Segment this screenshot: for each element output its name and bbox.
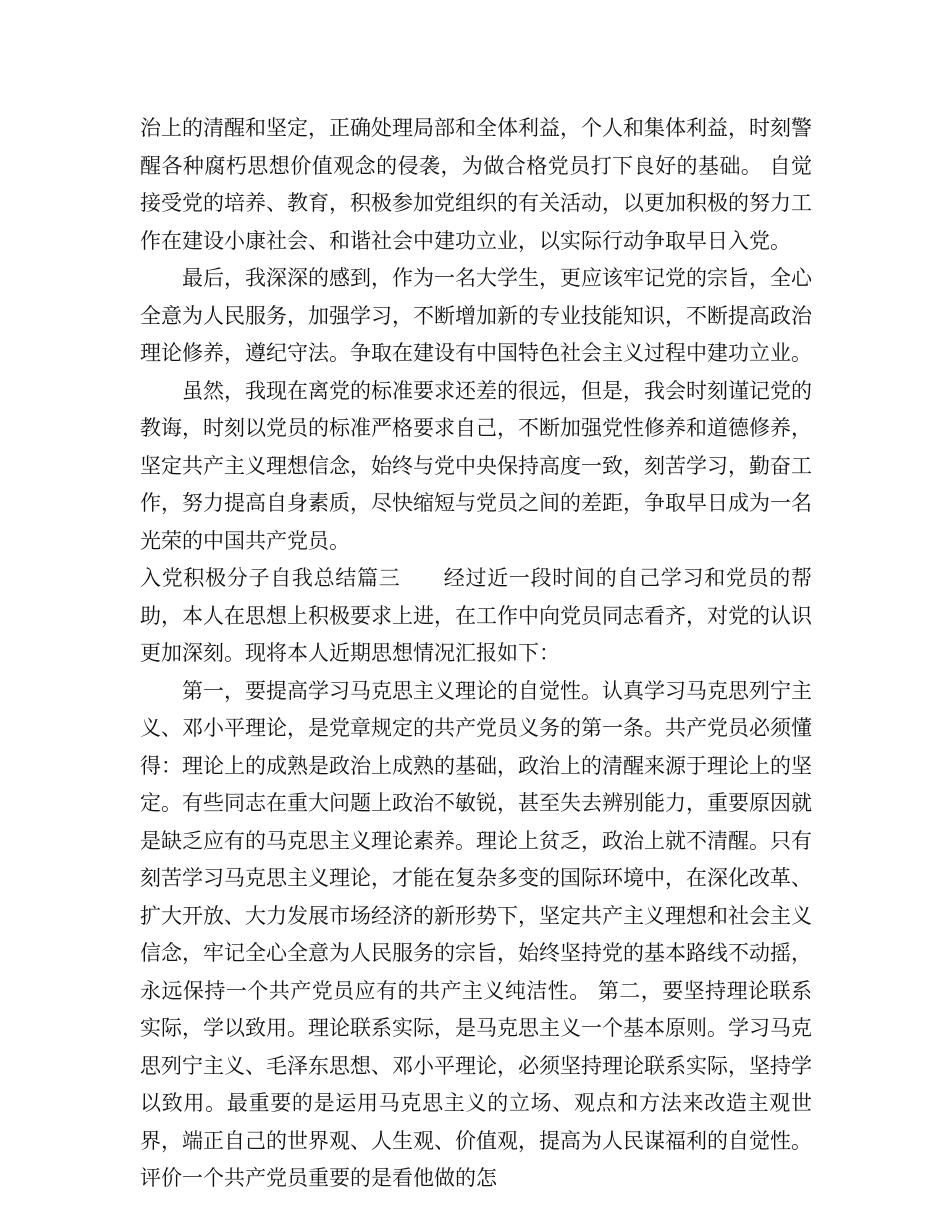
document-body <box>140 110 812 1198</box>
paragraph-point-one-two: 第一，要提高学习马克思主义理论的自觉性。认真学习马克思列宁主义、邓小平理论，是党章规定的共产党员义务的第一条。共产党员必须懂得：理论上的成熟是政治上成熟的基础，政治上的清醒来源于理论上的坚定。有些同志在重大问题上政治不敏锐，甚至失去辨别能力，重要原因就是缺乏应有的马克思主义理论素养。理论上贫乏，政治上就不清醒。只有刻苦学习马克思主义理论，才能在复杂多变的国际环境中，在深化改革、扩大开放、大力发展市场经济的新形势下，坚定共产主义理想和社会主义信念，牢记全心全意为人民服务的宗旨，始终坚持党的基本路线不动摇，永远保持一个共产党员应有的共产主义纯洁性。 第二，要坚持理论联系实际，学以致用。理论联系实际，是马克思主义一个基本原则。学习马克思列宁主义、毛泽东思想、邓小平理论，必须坚持理论联系实际，坚持学以致用。最重要的是运用马克思主义的立场、观点和方法来改造主观世界，端正自己的世界观、人生观、价值观，提高为人民谋福利的自觉性。评价一个共产党员重要的是看他做的怎 <box>140 678 812 1190</box>
paragraph-continuation: 治上的清醒和坚定，正确处理局部和全体利益，个人和集体利益，时刻警醒各种腐朽思想价值观念的侵袭，为做合格党员打下良好的基础。 自觉接受党的培养、教育，积极参加党组织的有关活动，以更加积极的努力工作在建设小康社会、和谐社会中建功立业，以实际行动争取早日入党。 <box>140 116 812 253</box>
paragraph-section-three-intro: 入党积极分子自我总结篇三 经过近一段时间的自己学习和党员的帮助，本人在思想上积极要求上进，在工作中向党员同志看齐，对党的认识更加深刻。现将本人近期思想情况汇报如下： <box>140 566 812 665</box>
paragraph-commitment: 虽然，我现在离党的标准要求还差的很远，但是，我会时刻谨记党的教诲，时刻以党员的标准严格要求自己，不断加强党性修养和道德修养，坚定共产主义理想信念，始终与党中央保持高度一致，刻苦学习，勤奋工作，努力提高自身素质，尽快缩短与党员之间的差距，争取早日成为一名光荣的中国共产党员。 <box>140 378 812 553</box>
paragraph-conclusion: 最后，我深深的感到，作为一名大学生，更应该牢记党的宗旨，全心全意为人民服务，加强学习，不断增加新的专业技能知识，不断提高政治理论修养，遵纪守法。争取在建设有中国特色社会主义过程中建功立业。 <box>140 266 812 365</box>
